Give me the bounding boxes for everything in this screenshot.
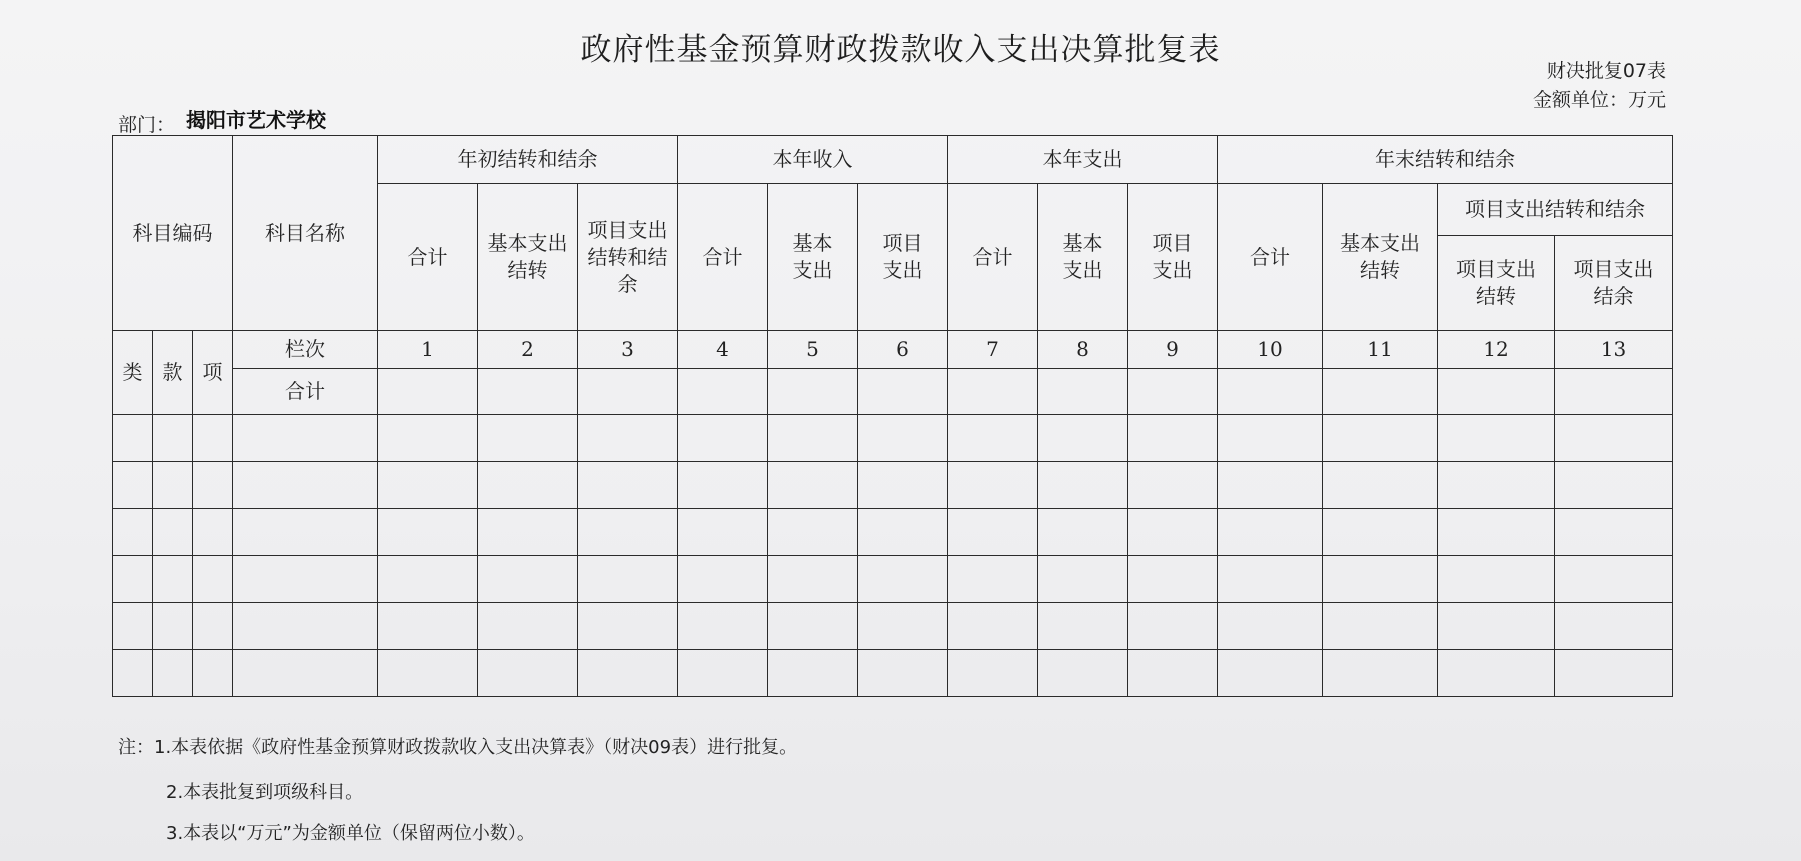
table-cell — [1128, 462, 1218, 509]
table-cell — [768, 603, 858, 650]
table-cell — [233, 603, 378, 650]
table-cell — [153, 650, 193, 697]
table-cell — [948, 603, 1038, 650]
table-cell — [1218, 415, 1323, 462]
table-cell — [1038, 415, 1128, 462]
table-cell — [1323, 603, 1438, 650]
table-cell — [858, 556, 948, 603]
table-cell — [858, 603, 948, 650]
table-row — [113, 556, 1673, 603]
current-expense-header: 本年支出 — [948, 136, 1218, 184]
table-cell — [1128, 603, 1218, 650]
table-cell — [578, 556, 678, 603]
table-cell — [768, 556, 858, 603]
code-class-label: 类 — [113, 331, 153, 415]
table-cell — [948, 650, 1038, 697]
subject-name-header: 科目名称 — [233, 136, 378, 331]
col-expense-total: 合计 — [948, 184, 1038, 331]
col-opening-project-carry-balance: 项目支出 结转和结 余 — [578, 184, 678, 331]
table-cell — [578, 369, 678, 415]
note-1: 注：1.本表依据《政府性基金预算财政拨款收入支出决算表》（财决09表）进行批复。 — [118, 737, 798, 758]
col-expense-project: 项目 支出 — [1128, 184, 1218, 331]
table-cell — [578, 462, 678, 509]
table-cell — [153, 462, 193, 509]
table-cell — [1323, 462, 1438, 509]
table-cell — [578, 415, 678, 462]
table-cell — [1438, 415, 1555, 462]
table-cell — [113, 462, 153, 509]
table-cell — [768, 369, 858, 415]
table-cell — [113, 556, 153, 603]
table-cell — [1323, 509, 1438, 556]
current-income-header: 本年收入 — [678, 136, 948, 184]
approval-table — [112, 135, 1673, 697]
table-cell — [478, 369, 578, 415]
column-number: 3 — [578, 331, 678, 369]
table-cell — [193, 556, 233, 603]
form-code: 财决批复07表 — [1546, 60, 1666, 82]
table-cell — [193, 509, 233, 556]
table-cell — [153, 415, 193, 462]
table-cell — [768, 462, 858, 509]
table-cell — [378, 556, 478, 603]
table-cell — [193, 650, 233, 697]
table-cell — [1128, 509, 1218, 556]
table-cell — [1555, 415, 1673, 462]
table-cell — [1218, 462, 1323, 509]
department-name: 揭阳市艺术学校 — [186, 108, 326, 132]
table-cell — [1038, 650, 1128, 697]
col-project-carry: 项目支出 结转 — [1438, 236, 1555, 331]
table-cell — [858, 650, 948, 697]
table-cell — [478, 509, 578, 556]
table-cell — [153, 556, 193, 603]
note-2: 2.本表批复到项级科目。 — [166, 782, 364, 803]
table-cell — [768, 415, 858, 462]
table-row — [113, 603, 1673, 650]
table-cell — [1555, 509, 1673, 556]
table-cell — [678, 509, 768, 556]
table-cell — [678, 603, 768, 650]
total-row-label: 合计 — [233, 369, 378, 415]
column-number: 5 — [768, 331, 858, 369]
subject-code-header: 科目编码 — [113, 136, 233, 331]
table-cell — [233, 509, 378, 556]
table-cell — [1218, 509, 1323, 556]
table-cell — [193, 462, 233, 509]
table-cell — [678, 369, 768, 415]
table-cell — [378, 369, 478, 415]
total-row — [113, 369, 1673, 415]
table-cell — [233, 650, 378, 697]
table-row — [113, 415, 1673, 462]
table-cell — [858, 369, 948, 415]
column-number-label: 栏次 — [233, 331, 378, 369]
table-cell — [378, 650, 478, 697]
table-cell — [768, 509, 858, 556]
table-cell — [1438, 603, 1555, 650]
column-number: 13 — [1555, 331, 1673, 369]
table-cell — [233, 462, 378, 509]
closing-balance-header: 年末结转和结余 — [1218, 136, 1673, 184]
column-number-row — [113, 331, 1673, 369]
table-cell — [1438, 650, 1555, 697]
table-row — [113, 650, 1673, 697]
col-income-total: 合计 — [678, 184, 768, 331]
table-cell — [1438, 369, 1555, 415]
column-number: 2 — [478, 331, 578, 369]
table-cell — [153, 509, 193, 556]
table-cell — [1555, 369, 1673, 415]
table-cell — [113, 603, 153, 650]
code-section-label: 款 — [153, 331, 193, 415]
table-cell — [948, 369, 1038, 415]
table-cell — [1038, 556, 1128, 603]
table-cell — [1323, 415, 1438, 462]
table-cell — [578, 650, 678, 697]
table-cell — [1218, 369, 1323, 415]
column-number: 1 — [378, 331, 478, 369]
table-cell — [578, 603, 678, 650]
table-cell — [233, 556, 378, 603]
note-3: 3.本表以“万元”为金额单位（保留两位小数）。 — [166, 823, 535, 844]
column-number: 12 — [1438, 331, 1555, 369]
table-cell — [858, 509, 948, 556]
table-cell — [1038, 603, 1128, 650]
table-cell — [193, 603, 233, 650]
table-cell — [678, 650, 768, 697]
header-row-1 — [113, 136, 1673, 184]
table-cell — [478, 415, 578, 462]
table-cell — [1323, 556, 1438, 603]
table-cell — [1038, 509, 1128, 556]
table-cell — [233, 415, 378, 462]
table-cell — [113, 509, 153, 556]
table-cell — [1128, 369, 1218, 415]
table-cell — [948, 509, 1038, 556]
table-cell — [1218, 556, 1323, 603]
table-cell — [478, 462, 578, 509]
project-closing-header: 项目支出结转和结余 — [1438, 184, 1673, 236]
col-income-basic: 基本 支出 — [768, 184, 858, 331]
table-cell — [1438, 509, 1555, 556]
table-cell — [478, 650, 578, 697]
table-cell — [378, 415, 478, 462]
table-cell — [1128, 415, 1218, 462]
col-expense-basic: 基本 支出 — [1038, 184, 1128, 331]
table-cell — [193, 415, 233, 462]
table-cell — [378, 603, 478, 650]
table-cell — [1323, 369, 1438, 415]
table-cell — [678, 462, 768, 509]
table-cell — [113, 650, 153, 697]
table-row — [113, 462, 1673, 509]
table-cell — [1438, 462, 1555, 509]
table-cell — [478, 556, 578, 603]
table-cell — [1038, 369, 1128, 415]
table-cell — [1218, 603, 1323, 650]
department-label: 部门： — [118, 114, 176, 136]
table-cell — [1555, 603, 1673, 650]
table-cell — [858, 415, 948, 462]
table-cell — [378, 462, 478, 509]
column-number: 7 — [948, 331, 1038, 369]
table-cell — [478, 603, 578, 650]
table-cell — [578, 509, 678, 556]
col-income-project: 项目 支出 — [858, 184, 948, 331]
column-number: 4 — [678, 331, 768, 369]
column-number: 9 — [1128, 331, 1218, 369]
table-cell — [768, 650, 858, 697]
table-cell — [948, 462, 1038, 509]
col-opening-total: 合计 — [378, 184, 478, 331]
opening-balance-header: 年初结转和结余 — [378, 136, 678, 184]
table-cell — [1555, 556, 1673, 603]
table-cell — [153, 603, 193, 650]
code-item-label: 项 — [193, 331, 233, 415]
table-row — [113, 509, 1673, 556]
table-cell — [378, 509, 478, 556]
document-title: 政府性基金预算财政拨款收入支出决算批复表 — [580, 32, 1221, 68]
col-project-balance: 项目支出 结余 — [1555, 236, 1673, 331]
col-closing-basic-carry: 基本支出 结转 — [1323, 184, 1438, 331]
table-cell — [1038, 462, 1128, 509]
table-cell — [1323, 650, 1438, 697]
column-number: 8 — [1038, 331, 1128, 369]
table-cell — [858, 462, 948, 509]
amount-unit: 金额单位：万元 — [1532, 89, 1666, 111]
column-number: 6 — [858, 331, 948, 369]
col-opening-basic-carry: 基本支出 结转 — [478, 184, 578, 331]
table-cell — [678, 556, 768, 603]
table-cell — [1555, 650, 1673, 697]
table-cell — [113, 415, 153, 462]
table-cell — [678, 415, 768, 462]
table-cell — [948, 556, 1038, 603]
column-number: 11 — [1323, 331, 1438, 369]
table-cell — [1218, 650, 1323, 697]
table-cell — [1128, 556, 1218, 603]
table-cell — [1555, 462, 1673, 509]
column-number: 10 — [1218, 331, 1323, 369]
table-cell — [1438, 556, 1555, 603]
table-cell — [948, 415, 1038, 462]
col-closing-total: 合计 — [1218, 184, 1323, 331]
table-cell — [1128, 650, 1218, 697]
